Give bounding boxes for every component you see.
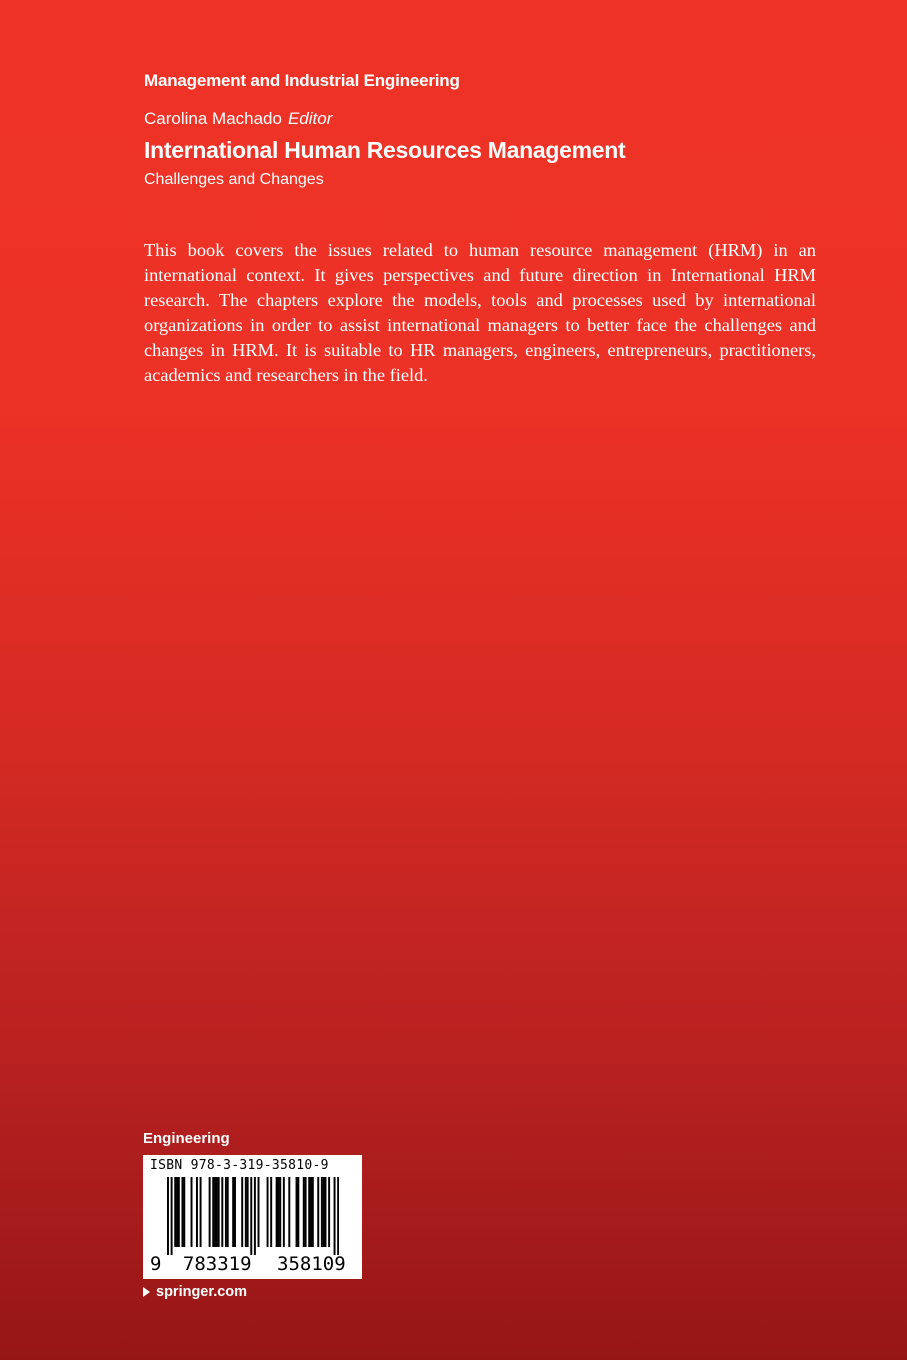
- ean-right-group: 358109: [277, 1253, 346, 1275]
- barcode-bar: [167, 1177, 169, 1255]
- triangle-arrow-icon: [143, 1287, 150, 1297]
- barcode-bar: [200, 1177, 202, 1247]
- barcode-bars: [167, 1177, 339, 1255]
- book-description: This book covers the issues related to human resource management (HRM) in an international context. It gives perspectives and future direction in International HRM research. The chapters explore the models, tools and processes used by international organizations in order to assist international managers to better face the challenges and changes in HRM. It is suitable to HR managers, engineers, entrepreneurs, practitioners, academics and researchers in the field.: [144, 240, 816, 385]
- barcode-bar: [305, 1177, 307, 1247]
- barcode-bar: [296, 1177, 298, 1247]
- barcode-bar: [250, 1177, 252, 1255]
- barcode-bar: [267, 1177, 269, 1247]
- barcode-bar: [276, 1177, 278, 1247]
- barcode-bar: [321, 1177, 323, 1247]
- barcode-bar: [317, 1177, 319, 1247]
- ean-first-digit: 9: [150, 1253, 162, 1275]
- barcode-bar: [254, 1177, 256, 1255]
- barcode-bar: [245, 1177, 247, 1247]
- barcode-bar: [270, 1177, 272, 1247]
- barcode-bar: [234, 1177, 236, 1247]
- isbn-label: ISBN 978-3-319-35810-9: [150, 1158, 329, 1173]
- barcode-bar: [174, 1177, 176, 1247]
- barcode-bar: [308, 1177, 310, 1247]
- barcode-bar: [176, 1177, 178, 1247]
- book-subtitle: Challenges and Changes: [144, 171, 324, 188]
- barcode-bar: [328, 1177, 330, 1247]
- barcode-bar: [258, 1177, 260, 1247]
- editor-line: [144, 109, 332, 129]
- website-label: springer.com: [156, 1284, 248, 1300]
- barcode-bar: [334, 1177, 336, 1255]
- barcode-bar: [310, 1177, 312, 1247]
- barcode-bar: [196, 1177, 198, 1247]
- barcode-bar: [297, 1177, 299, 1247]
- barcode-bar: [279, 1177, 281, 1247]
- barcode-bar: [337, 1177, 339, 1255]
- barcode-bar: [303, 1177, 305, 1247]
- barcode-bar: [323, 1177, 325, 1247]
- barcode-bar: [191, 1177, 193, 1247]
- barcode-bar: [227, 1177, 229, 1247]
- barcode-bar: [183, 1177, 185, 1247]
- barcode-bar: [312, 1177, 314, 1247]
- editor-role: Editor: [287, 109, 333, 128]
- category-label: Engineering: [143, 1130, 230, 1147]
- barcode-bar: [212, 1177, 214, 1247]
- barcode-bar: [277, 1177, 279, 1247]
- barcode-bar: [283, 1177, 285, 1247]
- isbn-barcode: [143, 1155, 362, 1279]
- barcode-bar: [221, 1177, 223, 1247]
- barcode-bar: [178, 1177, 180, 1247]
- ean-digits: [150, 1253, 346, 1275]
- barcode-bar: [171, 1177, 173, 1255]
- series-name: Management and Industrial Engineering: [144, 71, 460, 90]
- barcode-bar: [288, 1177, 290, 1247]
- barcode-bar: [241, 1177, 243, 1247]
- barcode-bar: [181, 1177, 183, 1247]
- barcode-bar: [209, 1177, 211, 1247]
- book-title: International Human Resources Management: [144, 137, 626, 163]
- barcode-bar: [325, 1177, 327, 1247]
- ean-left-group: 783319: [182, 1253, 252, 1275]
- website-link[interactable]: [143, 1284, 247, 1300]
- barcode-bar: [216, 1177, 218, 1247]
- barcode-bar: [232, 1177, 234, 1247]
- barcode-bar: [225, 1177, 227, 1247]
- barcode-bar: [214, 1177, 216, 1247]
- editor-name: Carolina Machado: [144, 109, 282, 128]
- barcode-bar: [247, 1177, 249, 1247]
- barcode-bar: [218, 1177, 220, 1247]
